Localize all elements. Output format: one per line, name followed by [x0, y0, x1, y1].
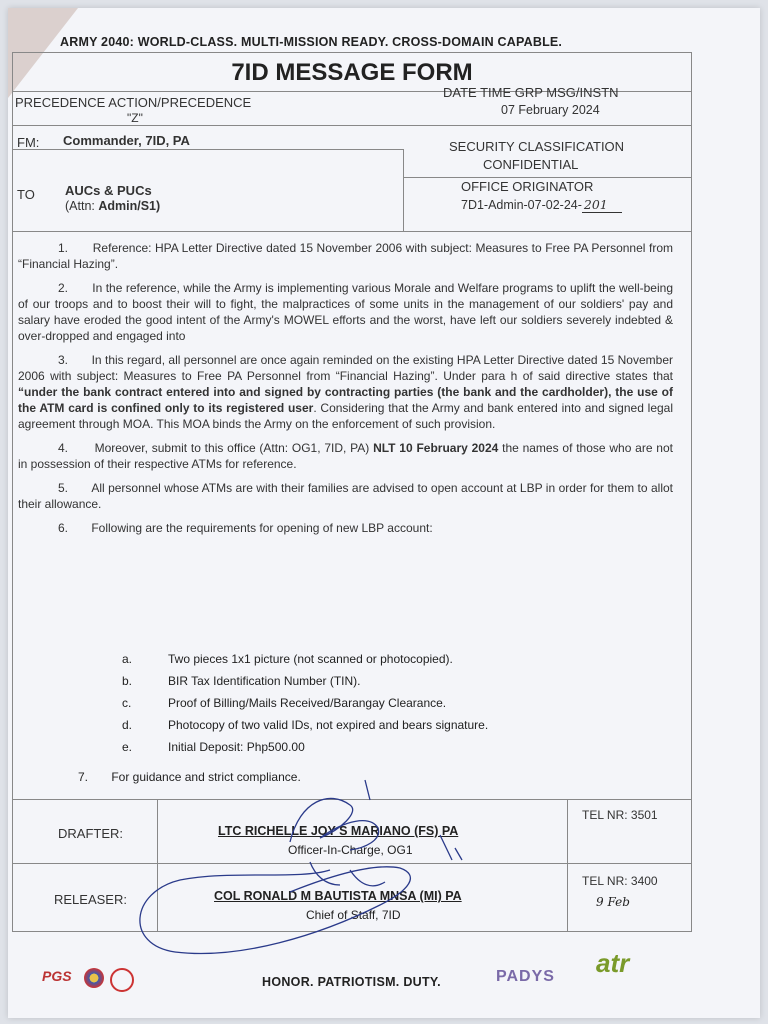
releaser-label: RELEASER: — [54, 892, 127, 907]
pgs-logo: PGS — [42, 968, 72, 984]
precedence-value: "Z" — [127, 111, 143, 125]
division-seal-icon — [110, 968, 134, 992]
requirement-b: b. BIR Tax Identification Number (TIN). — [122, 674, 361, 688]
army-motto: ARMY 2040: WORLD-CLASS. MULTI-MISSION READY. CROSS-DOMAIN CAPABLE. — [60, 35, 563, 49]
originator-label: OFFICE ORIGINATOR — [461, 179, 594, 194]
to-label: TO — [17, 187, 35, 202]
releaser-designation: Chief of Staff, 7ID — [306, 908, 401, 922]
releaser-tel: TEL NR: 3400 — [582, 874, 658, 888]
from-label: FM: — [17, 135, 40, 150]
paragraph-2: 2. In the reference, while the Army is implementing various Morale and Welfare programs to uplift the well-being of our troops and to boost their will to fight, the malpractices of some units in the management of our soldiers' pay and salary have eroded the good intent of the Army's MOWEL efforts and the worst, have left our soldiers severely indebted & over-dropped and engaged into — [18, 281, 673, 343]
requirement-d: d. Photocopy of two valid IDs, not expired and bears signature. — [122, 718, 489, 732]
drafter-name: LTC RICHELLE JOY S MARIANO (FS) PA — [218, 824, 459, 838]
padys-logo: PADYS — [496, 968, 555, 985]
paragraph-5: 5. All personnel whose ATMs are with their families are advised to open account at LBP in order for them to allot their allowance. — [18, 481, 673, 511]
to-attn: (Attn: Admin/S1) — [65, 199, 161, 213]
paragraph-1: 1. Reference: HPA Letter Directive dated 15 November 2006 with subject: Measures to Free PA Personnel from “Financial Hazing”. — [18, 241, 673, 271]
paragraph-4: 4. Moreover, submit to this office (Attn: OG1, 7ID, PA) NLT 10 February 2024 the names of those who are not in possession of their respective ATMs for reference. — [18, 441, 673, 471]
dtg-value: 07 February 2024 — [501, 103, 600, 117]
drafter-tel: TEL NR: 3501 — [582, 808, 658, 822]
footer-slogan: HONOR. PATRIOTISM. DUTY. — [262, 975, 441, 989]
message-body — [18, 240, 673, 544]
paragraph-6: 6. Following are the requirements for opening of new LBP account: — [58, 521, 433, 535]
drafter-label: DRAFTER: — [58, 826, 123, 841]
requirement-c: c. Proof of Billing/Mails Received/Barangay Clearance. — [122, 696, 447, 710]
from-value: Commander, 7ID, PA — [63, 133, 190, 148]
releaser-handwritten-date: 9 Feb — [596, 895, 630, 909]
to-value: AUCs & PUCs — [65, 183, 152, 198]
requirement-e: e. Initial Deposit: Php500.00 — [122, 740, 305, 754]
classification-label: SECURITY CLASSIFICATION — [449, 139, 625, 154]
releaser-name: COL RONALD M BAUTISTA MNSA (MI) PA — [214, 889, 462, 903]
classification-value: CONFIDENTIAL — [483, 157, 579, 172]
drafter-designation: Officer-In-Charge, OG1 — [288, 843, 413, 857]
army-seal-icon — [84, 968, 104, 988]
paragraph-7: 7. For guidance and strict compliance. — [78, 770, 301, 784]
paragraph-3: 3. In this regard, all personnel are once again reminded on the existing HPA Letter Directive dated 15 November 2006 with subject: Measures to Free PA Personnel from “Financial Hazing”. Under para h of said directive states that “under the bank contract entered into and signed by contracting parties (the bank and the cardholder), the use of the ATM card is confined only to its registered user. Considering that the Army and bank entered into and signed legal agreement through MOA. This MOA binds the Army on the enforcement of such provision. — [18, 353, 674, 431]
originator-value: 7D1-Admin-07-02-24- 201 — [461, 197, 622, 212]
requirement-a: a. Two pieces 1x1 picture (not scanned or photocopied). — [122, 652, 453, 666]
precedence-label: PRECEDENCE ACTION/PRECEDENCE — [15, 95, 252, 110]
form-title: 7ID MESSAGE FORM — [231, 59, 473, 86]
dtg-label: DATE TIME GRP MSG/INSTN — [443, 85, 619, 100]
atr-logo: atr — [596, 948, 630, 978]
originator-handwritten: 201 — [582, 197, 622, 213]
